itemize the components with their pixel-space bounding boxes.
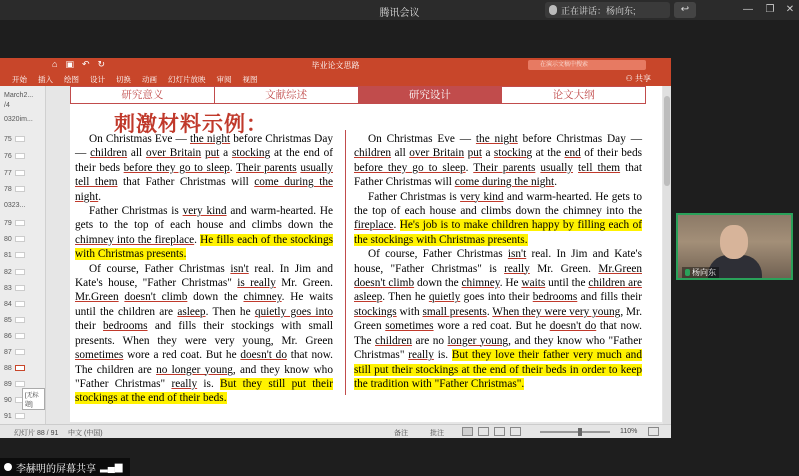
minimize-icon[interactable]: — <box>743 4 753 15</box>
thumb-item[interactable] <box>4 250 25 260</box>
microphone-icon <box>685 269 690 276</box>
paragraph: On Christmas Eve — the night before Christmas Day — children all over Britain put a stocking at the end of their beds before they go to sleep. Their parents usually tell them that Father Christmas will come during the night. <box>75 133 333 203</box>
slideshow-view-icon[interactable] <box>510 427 521 436</box>
tab-view[interactable]: 视图 <box>242 74 258 84</box>
tab-slideshow[interactable]: 幻灯片放映 <box>168 74 206 84</box>
maximize-icon[interactable]: ❐ <box>765 4 775 15</box>
thumb-label: 90 <box>4 396 12 404</box>
thumb-item[interactable] <box>4 411 25 421</box>
thumb-label: 76 <box>4 152 12 160</box>
meeting-titlebar <box>0 0 799 20</box>
ribbon-tabs <box>0 72 671 86</box>
thumb-group-label[interactable] <box>4 200 25 210</box>
thumb-image <box>15 170 25 176</box>
tab-insert[interactable]: 插入 <box>38 74 53 84</box>
close-icon[interactable]: ✕ <box>785 4 795 15</box>
thumb-item[interactable] <box>4 168 25 178</box>
thumb-item[interactable] <box>4 218 25 228</box>
save-icon[interactable]: ▣ <box>65 59 74 69</box>
slide-count: 幻灯片 88 / 91 <box>14 430 59 437</box>
user-add-icon: ⚇ <box>625 74 633 83</box>
powerpoint-window <box>0 58 671 438</box>
tab-draw[interactable]: 绘图 <box>64 74 79 84</box>
comments-button[interactable]: 批注 <box>430 430 444 437</box>
thumb-group-label[interactable] <box>4 90 33 100</box>
signal-icon: ▂▄▆ <box>100 461 123 473</box>
thumb-label: /4 <box>4 101 10 109</box>
thumb-image <box>15 220 25 226</box>
nav-literature-review[interactable]: 文献综述 <box>215 87 359 103</box>
share-icon <box>4 463 12 471</box>
zoom-slider-handle[interactable] <box>578 428 582 436</box>
video-face <box>720 225 748 259</box>
thumb-image <box>15 252 25 258</box>
thumb-label: 79 <box>4 219 12 227</box>
thumb-label: 83 <box>4 284 12 292</box>
thumb-label: 89 <box>4 380 12 388</box>
thumb-item[interactable] <box>4 347 25 357</box>
status-bar <box>0 424 671 438</box>
thumb-image <box>15 413 25 419</box>
thumb-item-selected[interactable] <box>4 363 25 373</box>
thumb-label: 81 <box>4 251 12 259</box>
column-divider <box>345 130 346 395</box>
thumb-item[interactable] <box>4 331 25 341</box>
slide-heading: 刺激材料示例： <box>114 111 268 136</box>
screen-share-indicator <box>0 458 130 476</box>
thumb-label: 75 <box>4 135 12 143</box>
thumb-label: 85 <box>4 316 12 324</box>
thumb-item[interactable] <box>4 267 25 277</box>
thumb-image <box>15 236 25 242</box>
normal-view-icon[interactable] <box>462 427 473 436</box>
undo-icon[interactable]: ↶ <box>81 59 90 69</box>
thumb-item[interactable] <box>4 134 25 144</box>
thumb-label: 82 <box>4 268 12 276</box>
thumb-item[interactable] <box>4 234 25 244</box>
nav-research-significance[interactable]: 研究意义 <box>71 87 215 103</box>
vertical-scrollbar[interactable] <box>663 86 671 424</box>
slide[interactable] <box>70 86 662 422</box>
share-button[interactable] <box>626 73 651 84</box>
home-icon[interactable]: ⌂ <box>52 59 58 69</box>
ppt-titlebar <box>0 58 671 72</box>
thumb-image <box>15 269 25 275</box>
ppt-search-input[interactable]: 在演示文稿中搜索 <box>528 60 646 70</box>
thumb-label: 86 <box>4 332 12 340</box>
thumb-group-label[interactable] <box>4 114 33 124</box>
passage-right <box>354 132 642 391</box>
redo-icon[interactable]: ↻ <box>97 59 106 69</box>
zoom-slider[interactable] <box>540 431 610 433</box>
paragraph: Father Christmas is very kind and warm-hearted. He gets to the top of each house and climbs down the chimney into the fireplace. He fills each of the stockings with Christmas presents. <box>75 205 334 261</box>
slide-nav <box>70 86 646 104</box>
participant-name: 杨向东 <box>692 268 716 277</box>
nav-research-design[interactable]: 研究设计 <box>359 87 503 103</box>
thumb-item[interactable] <box>4 100 10 110</box>
thumb-item[interactable] <box>4 184 25 194</box>
tab-animations[interactable]: 动画 <box>142 74 157 84</box>
paragraph: Of course, Father Christmas isn't real. In Jim and Kate's house, "Father Christmas" is really Mr. Green. Mr.Green doesn't climb down the chimney. He waits until the children are asleep. Then he quietly goes into their bedrooms and fills their stockings with small presents. When they were very young, Mr. Green sometimes wore a red coat. But he doesn't do that now. The children are no longer young, and they know who "Father Christmas" really is. But they still put their stockings at the end of their beds. <box>75 262 334 405</box>
tooltip: [无标题] <box>22 388 45 410</box>
tab-transitions[interactable]: 切换 <box>116 74 131 84</box>
thumb-image <box>15 365 25 371</box>
thumb-label: 87 <box>4 348 12 356</box>
sorter-view-icon[interactable] <box>478 427 489 436</box>
thumb-item[interactable] <box>4 283 25 293</box>
speaking-indicator <box>545 2 670 18</box>
speaking-label: 正在讲话：杨向东; <box>561 5 636 16</box>
thumb-label: March2... <box>4 91 34 99</box>
thumb-image <box>15 317 25 323</box>
paragraph: Of course, Father Christmas isn't real. In Jim and Kate's house, "Father Christmas" is really Mr. Green. Mr.Green doesn't climb down the chimney. He waits until the children are asleep. Then he quietly goes into their bedrooms and fills their stockings with small presents. When they were very young, Mr. Green sometimes wore a red coat. But he doesn't do that now. The children are no longer young, and they know who "Father Christmas" really is. But they love their father very much and still put their stockings at the end of their beds in order to keep the tradition with "Father Christmas". <box>354 248 643 390</box>
thumb-image <box>15 381 25 387</box>
thumb-item[interactable] <box>4 151 25 161</box>
language-label[interactable]: 中文 (中国) <box>68 430 103 437</box>
thumb-image <box>15 186 25 192</box>
thumb-label: 84 <box>4 300 12 308</box>
thumb-label: 80 <box>4 235 12 243</box>
thumb-label: 78 <box>4 185 12 193</box>
return-icon[interactable]: ↩ <box>674 2 696 18</box>
passage-left <box>75 132 333 406</box>
notes-button[interactable]: 备注 <box>394 430 408 437</box>
thumb-image <box>15 153 25 159</box>
thumb-label: 77 <box>4 169 12 177</box>
participant-name-tag <box>682 267 719 278</box>
slide-thumbnail-panel[interactable] <box>0 86 46 424</box>
thumb-item[interactable] <box>4 315 25 325</box>
thumb-image <box>15 285 25 291</box>
thumb-label: 88 <box>4 364 12 372</box>
zoom-level[interactable]: 110% <box>620 428 638 435</box>
fit-to-window-icon[interactable] <box>648 427 659 436</box>
tab-review[interactable]: 审阅 <box>216 74 232 84</box>
slide-canvas <box>46 86 671 424</box>
thumb-label: 0323... <box>4 201 26 209</box>
thumb-image <box>15 136 25 142</box>
microphone-icon <box>549 5 557 15</box>
scrollbar-thumb[interactable] <box>664 96 670 186</box>
paragraph: Father Christmas is very kind and warm-hearted. He gets to the top of each house and climbs down the chimney into the fireplace. He's job is to make children happy by filling each of the stockings with Christmas presents. <box>354 190 643 246</box>
nav-outline[interactable]: 论文大纲 <box>552 89 595 101</box>
participant-video[interactable] <box>676 213 793 280</box>
document-title: 毕业论文思路 <box>311 61 360 70</box>
tab-home[interactable]: 开始 <box>12 74 27 84</box>
thumb-label: 91 <box>4 412 12 420</box>
thumb-image <box>15 333 25 339</box>
meeting-title: 腾讯会议 <box>379 8 420 19</box>
thumb-image <box>15 301 25 307</box>
share-button-label: 共享 <box>635 74 651 83</box>
reading-view-icon[interactable] <box>494 427 505 436</box>
thumb-item[interactable] <box>4 299 25 309</box>
paragraph: On Christmas Eve — the night before Christmas Day — children all over Britain put a stocking at the end of their beds before they go to sleep. Their parents usually tell them that Father Christmas will come during the night. <box>354 133 643 189</box>
thumb-image <box>15 349 25 355</box>
thumb-label: 0320im... <box>4 115 33 123</box>
share-label: 李赫明的屏幕共享 <box>16 463 96 475</box>
tab-design[interactable]: 设计 <box>90 74 105 84</box>
